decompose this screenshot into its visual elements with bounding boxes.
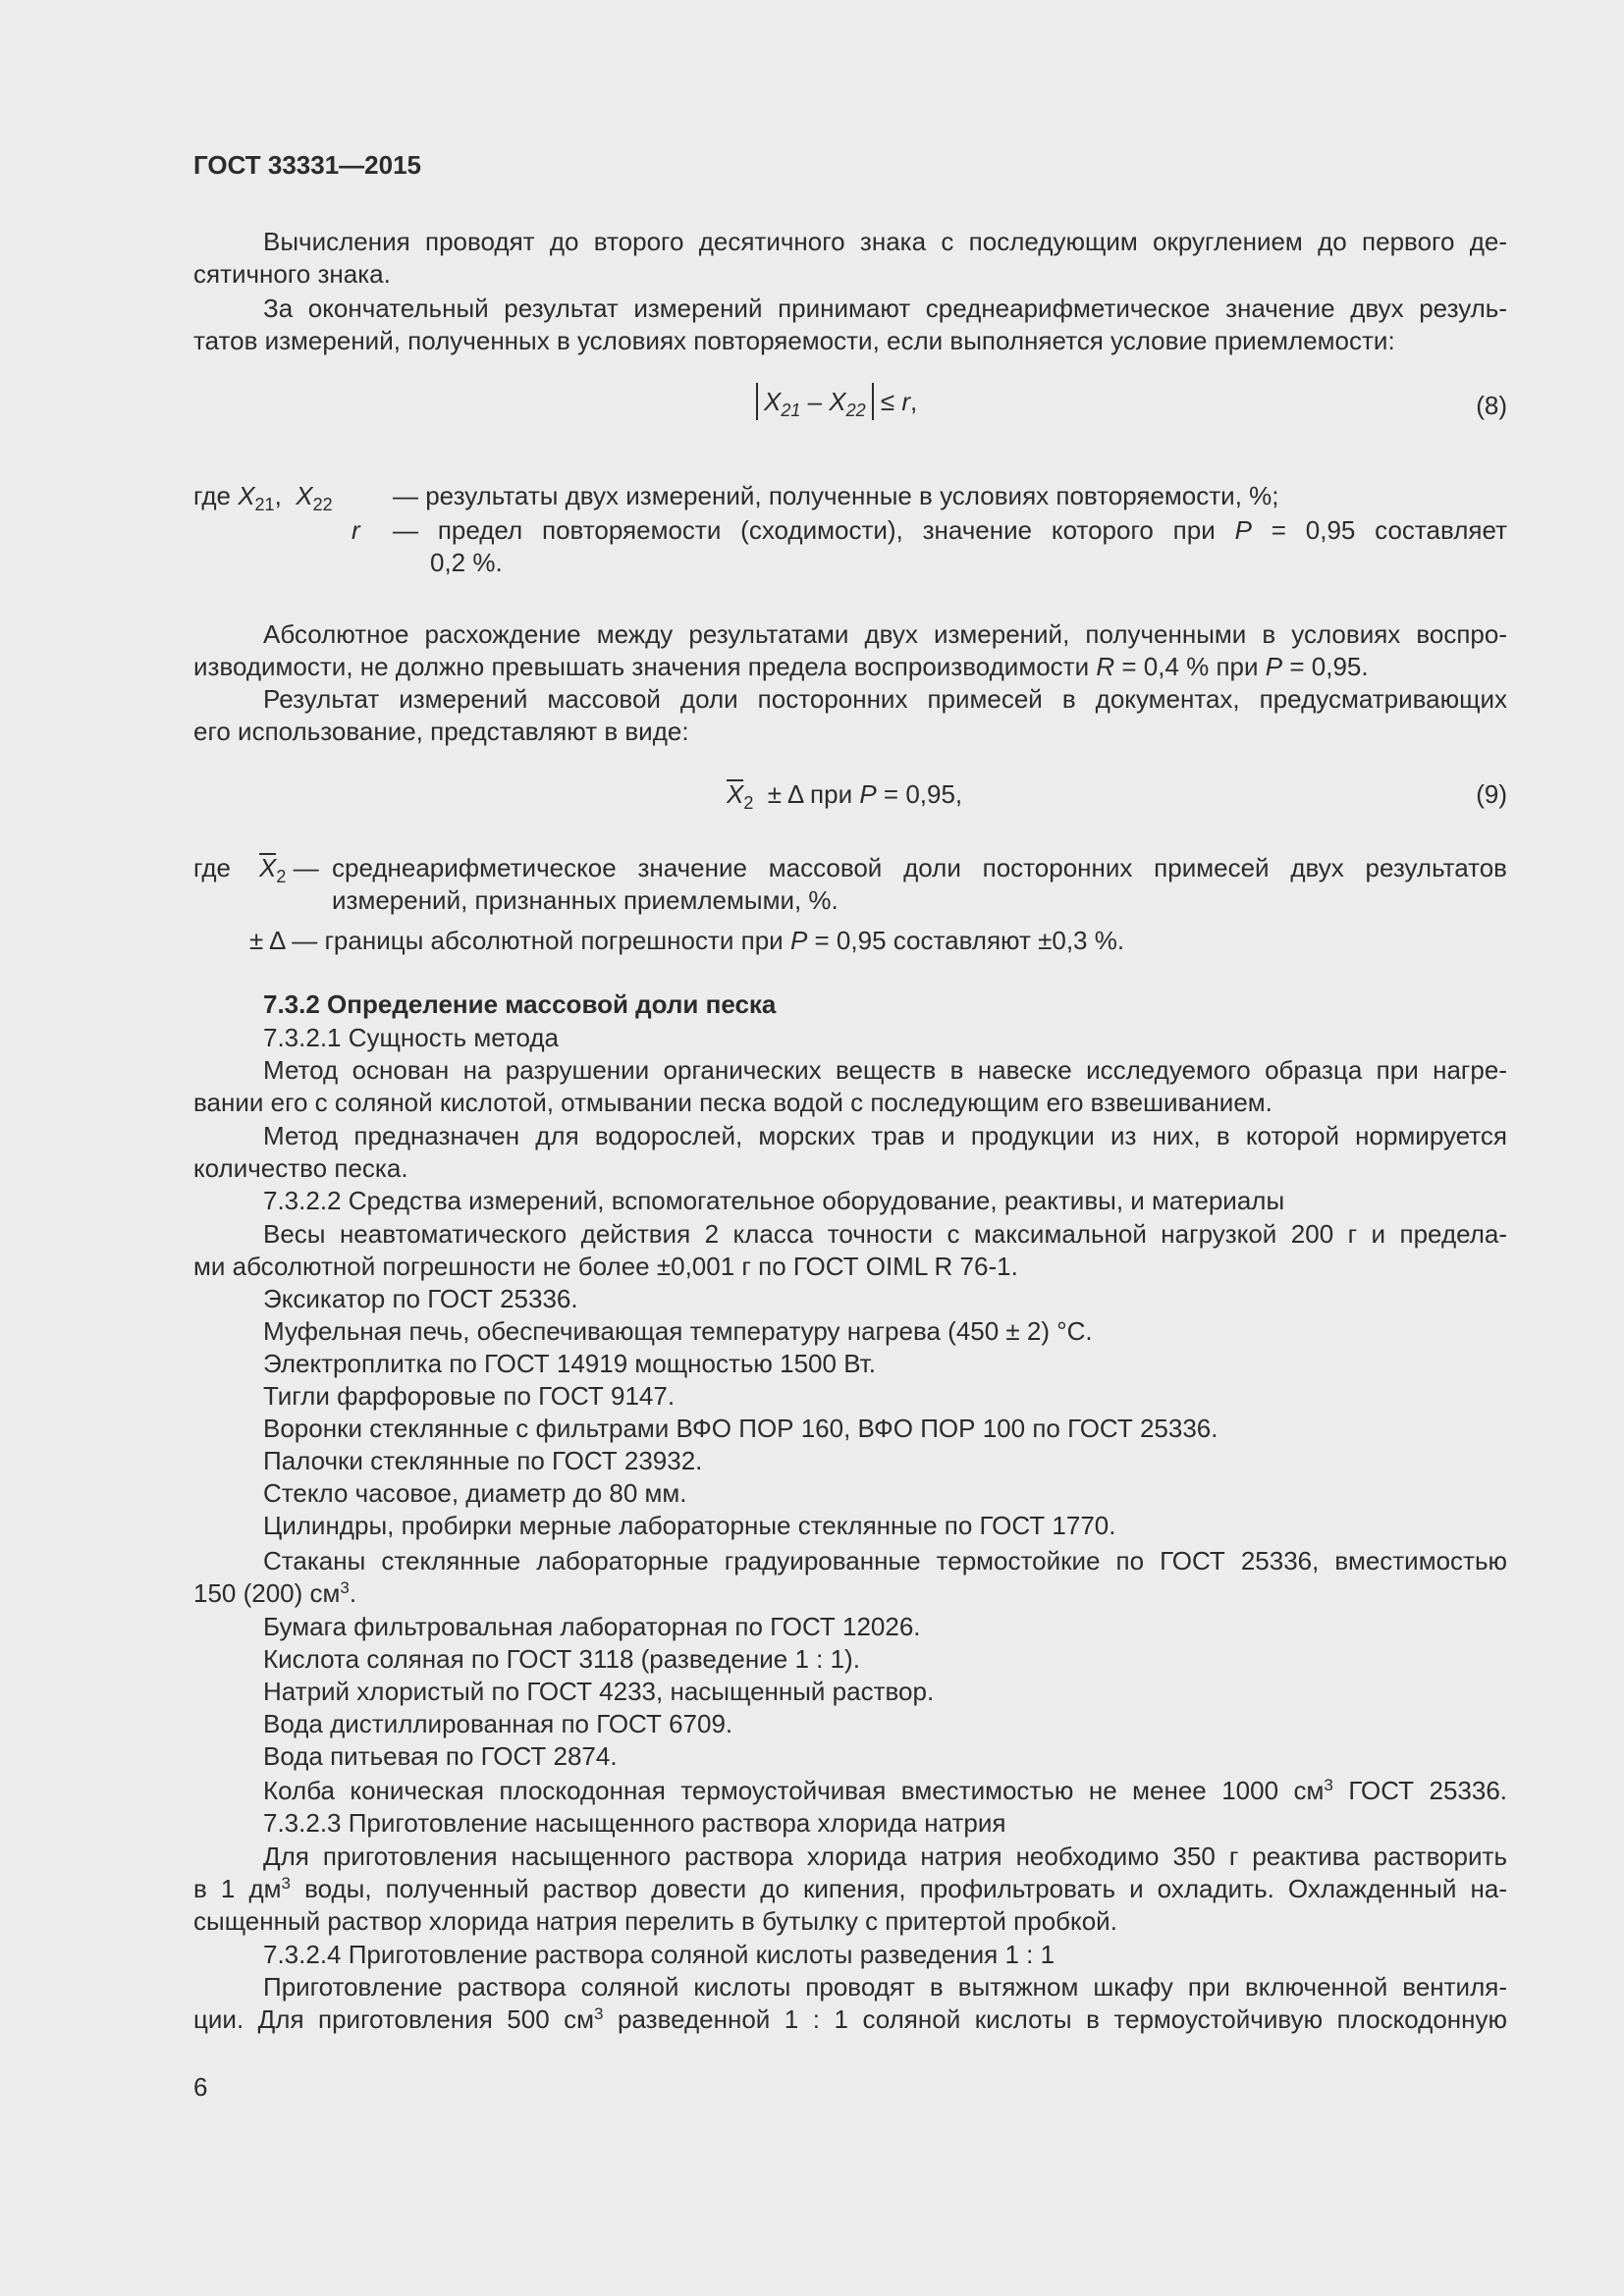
- where-symbols-x21-x22: где $X_{21}$, $X_{22}$: [193, 481, 333, 514]
- where-desc-2: — предел повторяемости (сходимости), значение которого при P = 0,95 составляет: [393, 515, 1507, 545]
- paragraph-line: За окончательный результат измерений принимают среднеарифметическое значение двух резуль-: [263, 294, 1507, 323]
- paragraph-line: вании его с соляной кислотой, отмывании песка водой с последующим его взвешиванием.: [193, 1088, 1272, 1117]
- list-item: Натрий хлористый по ГОСТ 4233, насыщенный раствор.: [263, 1677, 935, 1706]
- paragraph-line: 150 (200) $см^3$.: [193, 1578, 357, 1608]
- where-label-2: где: [193, 853, 231, 882]
- list-item: Муфельная печь, обеспечивающая температуру нагрева (450 ± 2) °С.: [263, 1316, 1093, 1346]
- paragraph-line: Вычисления проводят до второго десятичного знака с последующим округлением до первого де-: [263, 227, 1507, 256]
- paragraph-line: сятичного знака.: [193, 259, 391, 289]
- paragraph-line: Для приготовления насыщенного раствора хлорида натрия необходимо 350 г реактива растворить: [263, 1842, 1507, 1871]
- paragraph-line: Стаканы стеклянные лабораторные градуированные термостойкие по ГОСТ 25336, вместимостью: [263, 1546, 1507, 1575]
- paragraph-line: Весы неавтоматического действия 2 класса точности с максимальной нагрузкой 200 г и предела-: [263, 1219, 1507, 1249]
- where-symbol-x2-bar: $X_2$ —: [259, 853, 319, 886]
- formula-9: $X_2 \pm \Delta$ при P = 0,95,: [727, 779, 963, 813]
- paragraph-line: изводимости, не должно превышать значения предела воспроизводимости R = 0,4 % при P = 0,95.: [193, 652, 1369, 681]
- list-item: Вода питьевая по ГОСТ 2874.: [263, 1741, 618, 1771]
- list-item: Тигли фарфоровые по ГОСТ 9147.: [263, 1381, 676, 1411]
- where-desc-3: среднеарифметическое значение массовой доли посторонних примесей двух результатов: [332, 853, 1507, 882]
- list-item: Бумага фильтровальная лабораторная по ГОСТ 12026.: [263, 1612, 921, 1641]
- list-item: Вода дистиллированная по ГОСТ 6709.: [263, 1709, 733, 1738]
- paragraph-line: его использование, представляют в виде:: [193, 717, 689, 746]
- paragraph-line: Метод основан на разрушении органических веществ в навеске исследуемого образца при нагре-: [263, 1055, 1507, 1085]
- paragraph-line: Приготовление раствора соляной кислоты проводят в вытяжном шкафу при включенной вентиля-: [263, 1972, 1507, 2002]
- list-item: Палочки стеклянные по ГОСТ 23932.: [263, 1446, 703, 1475]
- where-desc-4: ± Δ — границы абсолютной погрешности при P = 0,95 составляют ±0,3 %.: [249, 926, 1125, 955]
- paragraph-line: Результат измерений массовой доли посторонних примесей в документах, предусматривающих: [263, 684, 1507, 714]
- paragraph-line: сыщенный раствор хлорида натрия перелить в бутылку с притертой пробкой.: [193, 1906, 1117, 1936]
- subsection-heading: 7.3.2.2 Средства измерений, вспомогательное оборудование, реактивы, и материалы: [263, 1186, 1285, 1215]
- equation-number-9: (9): [1476, 779, 1507, 809]
- page-number: 6: [193, 2072, 208, 2102]
- paragraph-line: в 1 $дм^3$ воды, полученный раствор довести до кипения, профильтровать и охладить. Охлажденный на-: [193, 1874, 1508, 1903]
- list-item: Эксикатор по ГОСТ 25336.: [263, 1284, 578, 1313]
- document-header: ГОСТ 33331—2015: [193, 150, 421, 180]
- paragraph-line: количество песка.: [193, 1153, 408, 1183]
- paragraph-line: Метод предназначен для водорослей, морских трав и продукции из них, в которой нормируется: [263, 1121, 1507, 1150]
- list-item: Стекло часовое, диаметр до 80 мм.: [263, 1478, 687, 1508]
- list-item: Кислота соляная по ГОСТ 3118 (разведение 1 : 1).: [263, 1644, 860, 1674]
- paragraph-line: ми абсолютной погрешности не более ±0,001 г по ГОСТ OIML R 76-1.: [193, 1252, 1018, 1281]
- list-item: Цилиндры, пробирки мерные лабораторные стеклянные по ГОСТ 1770.: [263, 1511, 1116, 1540]
- paragraph-line: ции. Для приготовления 500 $см^3$ разведенной 1 : 1 соляной кислоты в термоустойчивую плоскодонную: [193, 2004, 1507, 2034]
- subsection-heading: 7.3.2.4 Приготовление раствора соляной кислоты разведения 1 : 1: [263, 1940, 1056, 1969]
- equation-number-8: (8): [1476, 391, 1507, 420]
- where-desc-2-cont: 0,2 %.: [430, 548, 503, 577]
- formula-8: $X_{21} - X_{22} \le r$,: [756, 383, 917, 420]
- subsection-heading: 7.3.2.3 Приготовление насыщенного раствора хлорида натрия: [263, 1808, 1006, 1838]
- list-item: Электроплитка по ГОСТ 14919 мощностью 1500 Вт.: [263, 1349, 876, 1378]
- section-heading: 7.3.2 Определение массовой доли песка: [263, 989, 777, 1019]
- list-item: Воронки стеклянные с фильтрами ВФО ПОР 160, ВФО ПОР 100 по ГОСТ 25336.: [263, 1414, 1218, 1443]
- where-symbol-r: r: [352, 515, 360, 545]
- paragraph-line: татов измерений, полученных в условиях повторяемости, если выполняется условие приемлемости:: [193, 326, 1395, 355]
- where-desc-3-cont: измерений, признанных приемлемыми, %.: [332, 885, 839, 915]
- where-label: где: [193, 481, 231, 510]
- subsection-heading: 7.3.2.1 Сущность метода: [263, 1023, 560, 1052]
- where-desc-1: — результаты двух измерений, полученные в условиях повторяемости, %;: [393, 481, 1279, 510]
- paragraph-line: Абсолютное расхождение между результатами двух измерений, полученными в условиях воспро-: [263, 619, 1507, 649]
- list-item: Колба коническая плоскодонная термоустойчивая вместимостью не менее 1000 $см^3$ ГОСТ 25336.: [263, 1776, 1508, 1805]
